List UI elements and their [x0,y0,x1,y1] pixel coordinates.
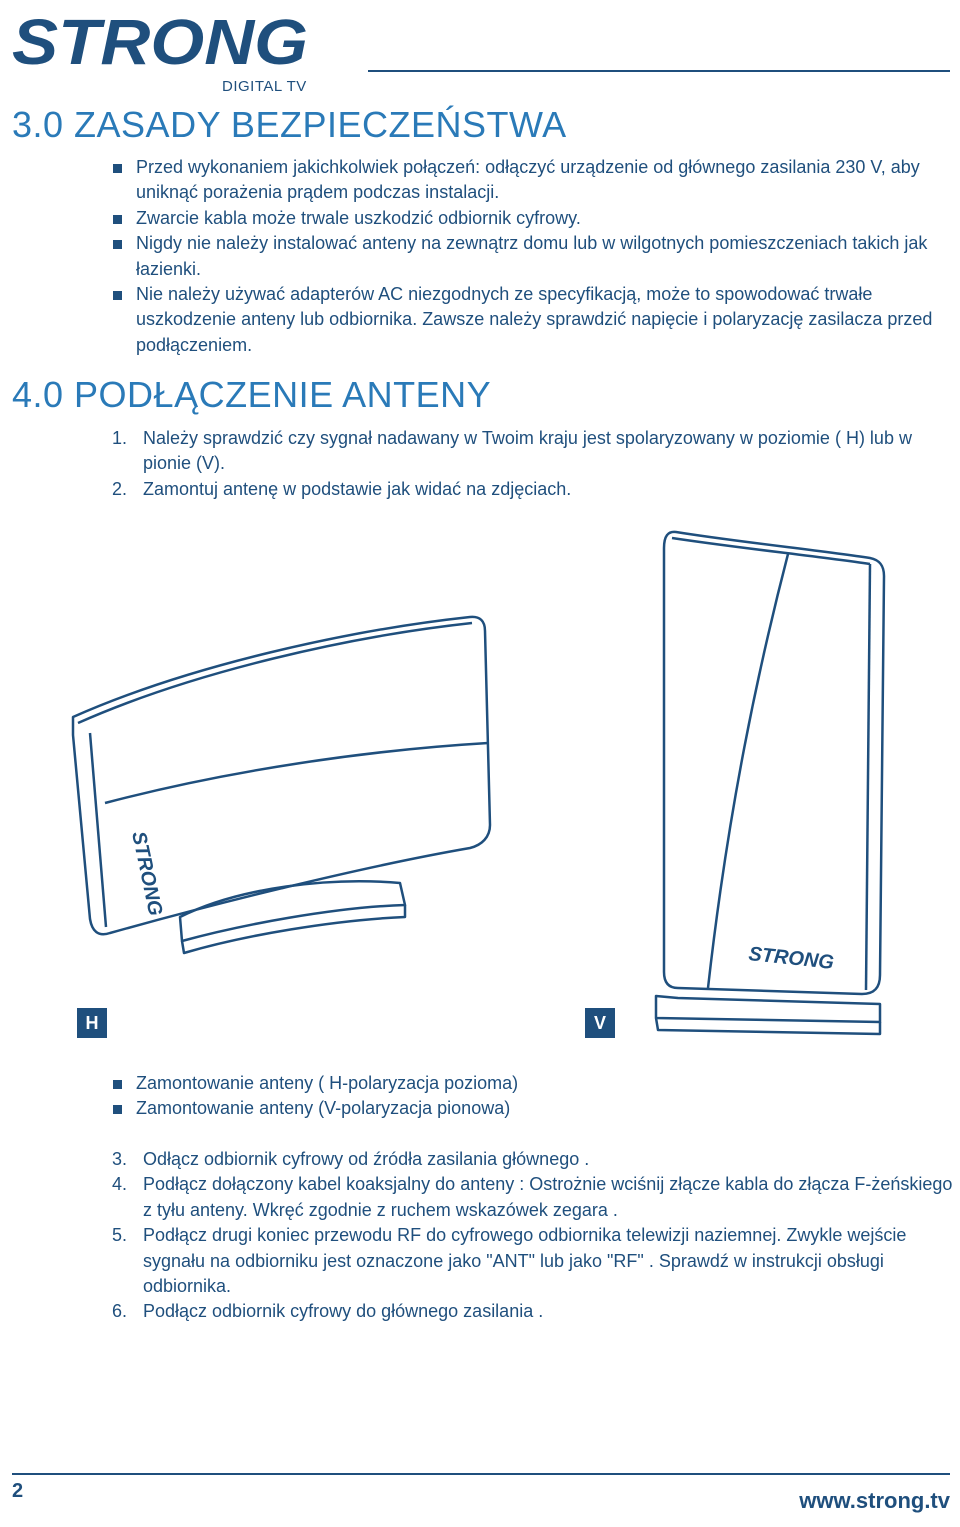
step-number: 4. [112,1174,128,1195]
list-item: Nie należy używać adapterów AC niezgodnych ze specyfikacją, może to spowodować trwałe uszkodzenie anteny lub odbiornika. Zawsze należy sprawdzić napięcie i polaryzację zasilacza przed podłączeniem. [111,282,951,358]
list-item: Przed wykonaniem jakichkolwiek połączeń: odłączyć urządzenie od głównego zasilania 230 V, aby uniknąć porażenia prądem podczas instalacji. [111,155,951,206]
step-text: Podłącz drugi koniec przewodu RF do cyfrowego odbiornika telewizji naziemnej. Zwykle wejście sygnału na odbiorniku jest oznaczone jako "ANT" lub jako "RF" . Sprawdź w instrukcji obsługi odbiornika. [143,1225,907,1297]
antenna-vertical-illustration [648,520,893,1045]
section-title-safety: 3.0 ZASADY BEZPIECZEŃSTWA [12,104,567,145]
strong-logo [12,6,312,72]
step-number: 6. [112,1301,128,1322]
section-title-connection: 4.0 PODŁĄCZENIE ANTENY [12,374,492,415]
logo-text: STRONG [12,6,308,72]
antenna-horizontal-illustration [70,605,495,960]
label-h: H [77,1008,107,1038]
logo-subtitle: DIGITAL TV [222,78,307,95]
step-text: Odłącz odbiornik cyfrowy od źródła zasilania głównego . [143,1149,590,1169]
label-v: V [585,1008,615,1038]
step-text: Należy sprawdzić czy sygnał nadawany w Twoim kraju jest spolaryzowany w poziomie ( H) lub w pionie (V). [143,428,912,474]
list-item [112,477,942,502]
step-number: 1. [112,428,128,448]
list-item: Zamontowanie anteny ( H-polaryzacja pozioma) [111,1071,951,1096]
list-item [112,1223,954,1299]
list-item [112,1172,954,1223]
step-text: Podłącz dołączony kabel koaksjalny do anteny : Ostrożnie wciśnij złącze kabla do złącza F-żeńskiego z tyłu anteny. Wkręć zgodnie z ruchem wskazówek zegara . [143,1174,953,1220]
step-number: 2. [112,478,128,499]
safety-list [111,155,951,358]
antenna-logo-text: STRONG [747,943,835,974]
list-item: Zwarcie kabla może trwale uszkodzić odbiornik cyfrowy. [111,206,951,231]
list-item: Zamontowanie anteny (V-polaryzacja pionowa) [111,1096,951,1121]
steps-list-second [112,1147,954,1325]
list-item [112,1299,954,1324]
step-text: Zamontuj antenę w podstawie jak widać na zdjęciach. [143,478,572,499]
antenna-logo-text: STRONG [127,829,167,918]
list-item: Nigdy nie należy instalować anteny na zewnątrz domu lub w wilgotnych pomieszczeniach takich jak łazienki. [111,231,951,282]
footer-rule [12,1473,950,1475]
step-number: 3. [112,1149,128,1169]
header-rule [368,70,950,72]
caption-list [111,1071,951,1122]
steps-list-first [112,426,942,502]
step-text: Podłącz odbiornik cyfrowy do głównego zasilania . [143,1301,544,1322]
step-number: 5. [112,1225,128,1246]
list-item [112,426,942,477]
website-link[interactable]: www.strong.tv [799,1488,950,1513]
list-item [112,1147,954,1172]
page-number: 2 [12,1480,24,1502]
